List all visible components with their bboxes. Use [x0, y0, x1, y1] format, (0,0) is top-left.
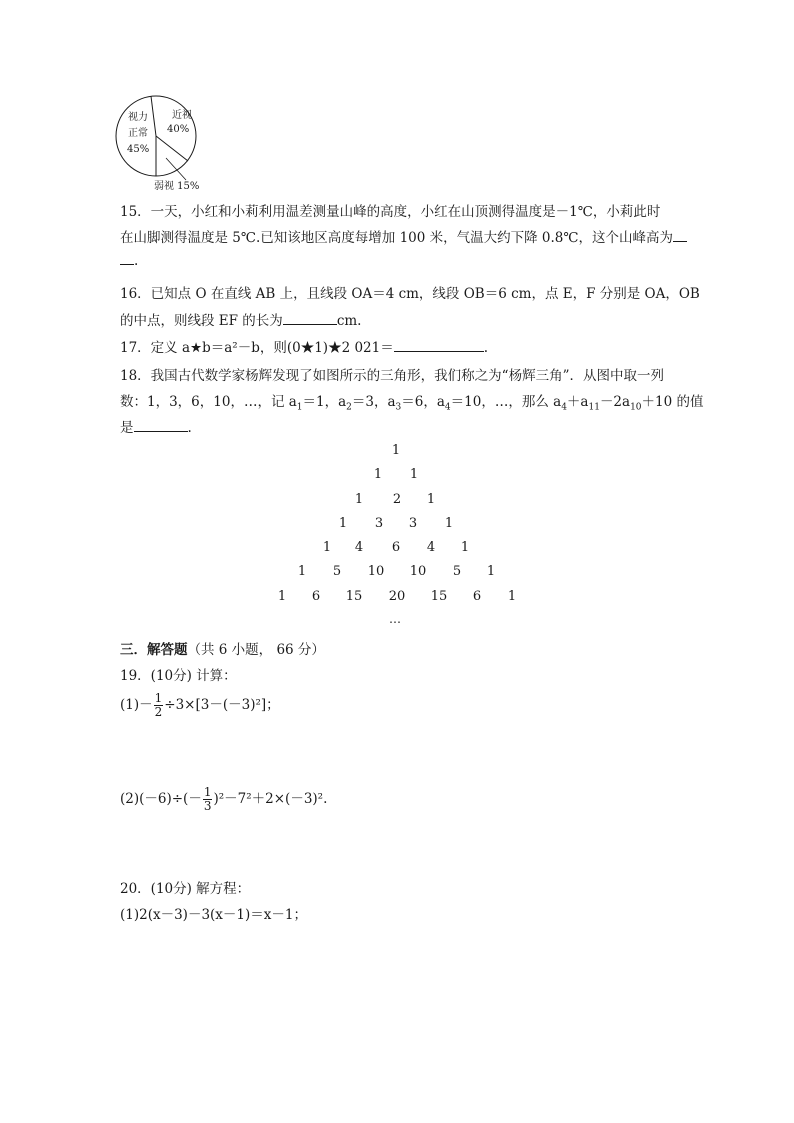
triangle-number: 1 [373, 467, 383, 482]
triangle-number: 5 [452, 564, 462, 579]
q18-sub-10: 10 [630, 402, 642, 413]
q18-seq-g: －2a [599, 394, 631, 410]
q18-line3 [120, 416, 192, 436]
q19-part2 [120, 786, 327, 813]
triangle-number: 1 [460, 540, 470, 555]
q19-p2-prefix: (2)(－6)÷(－ [120, 791, 202, 807]
triangle-number: 15 [430, 589, 448, 604]
pie-divider-top [151, 96, 156, 136]
q16-line2-after: cm. [336, 313, 362, 329]
triangle-number: 1 [277, 589, 287, 604]
q17-before: 17．定义 a★b＝a²－b，则(0★1)★2 021＝ [120, 340, 394, 356]
triangle-number: 1 [354, 492, 364, 507]
q15-line2-text: 在山脚测得温度是 5℃.已知该地区高度每增加 100 米，气温大约下降 0.8℃，这个山峰高为 [120, 230, 673, 246]
triangle-number: 20 [388, 589, 406, 604]
triangle-number: 6 [311, 589, 321, 604]
triangle-row [0, 443, 794, 459]
q18-seq-a: 数：1，3，6，10，…，记 a [120, 394, 297, 410]
triangle-row [0, 467, 794, 483]
q18-seq-d: ＝6，a [401, 394, 445, 410]
q19-p1-fraction [154, 692, 164, 719]
triangle-row [0, 589, 794, 605]
q19-part1 [120, 692, 280, 719]
q17-answer-blank[interactable] [394, 339, 484, 352]
q15-line3 [120, 252, 138, 269]
section3-note: （共 6 小题， 66 分） [187, 642, 325, 658]
q19-p2-frac-den: 3 [203, 799, 212, 813]
triangle-row [0, 516, 794, 532]
q19-p1-rest: ÷3×[3－(－3)²]； [164, 697, 280, 713]
triangle-number: 6 [391, 540, 401, 555]
q19-p2-fraction [203, 786, 213, 813]
triangle-number: 3 [374, 516, 384, 531]
q15-line2 [120, 226, 687, 246]
section3-header [120, 638, 325, 658]
slice-value-near: 40% [167, 124, 190, 135]
q19-header: 19．(10分) 计算： [120, 668, 237, 684]
triangle-number: 2 [392, 492, 402, 507]
triangle-number: 4 [354, 540, 364, 555]
slice-label-normal-2: 正常 [128, 128, 148, 139]
pie-divider-weak [156, 136, 188, 161]
triangle-row [0, 492, 794, 508]
triangle-number: 15 [345, 589, 363, 604]
q18-line1: 18．我国古代数学家杨辉发现了如图所示的三角形，我们称之为“杨辉三角”．从图中取一列 [120, 368, 664, 384]
q15-line3-period: . [134, 253, 139, 269]
q16-answer-blank[interactable] [283, 312, 337, 325]
q18-line2 [120, 390, 704, 413]
triangle-number: 1 [409, 467, 419, 482]
q20-header: 20．(10分) 解方程： [120, 881, 251, 897]
q17-after: . [483, 340, 489, 356]
q20-part1: (1)2(x－3)－3(x－1)＝x－1； [120, 907, 307, 923]
q18-seq-f: ＋a [566, 394, 589, 410]
q18-sub-2: 2 [346, 402, 352, 413]
triangle-row [0, 540, 794, 556]
triangle-number: 1 [507, 589, 517, 604]
triangle-row [0, 564, 794, 580]
triangle-number: 1 [391, 443, 401, 458]
triangle-number: 1 [297, 564, 307, 579]
q18-sub-4b: 4 [561, 402, 567, 413]
q15-line1: 15．一天，小红和小莉利用温差测量山峰的高度，小红在山顶测得温度是－1℃，小莉此时 [120, 204, 661, 220]
q19-p1-frac-den: 2 [154, 705, 163, 719]
q18-line3-before: 是 [120, 420, 134, 436]
triangle-number: 4 [426, 540, 436, 555]
q18-sub-11: 11 [588, 402, 600, 413]
q15-answer-blank-b[interactable] [120, 252, 134, 265]
q18-seq-h: ＋10 的值 [641, 394, 704, 410]
vision-pie-chart [114, 94, 204, 192]
q19-p2-frac-num: 1 [203, 785, 212, 799]
triangle-number: 5 [332, 564, 342, 579]
q18-seq-b: ＝1，a [302, 394, 347, 410]
q16-line2-before: 的中点，则线段 EF 的长为 [120, 313, 283, 329]
triangle-number: 1 [486, 564, 496, 579]
triangle-number: 10 [367, 564, 385, 579]
q18-sub-3: 3 [395, 402, 402, 413]
triangle-number: 1 [426, 492, 436, 507]
triangle-number: 1 [322, 540, 332, 555]
q18-seq-c: ＝3，a [351, 394, 396, 410]
q19-p1-frac-num: 1 [154, 691, 163, 705]
q19-p1-prefix: (1)－ [120, 697, 153, 713]
triangle-ellipsis: … [389, 612, 401, 626]
q19-p2-rest: )²－7²＋2×(－3)². [213, 791, 328, 807]
q17-line [120, 336, 488, 356]
q15-answer-blank-a[interactable] [673, 229, 687, 242]
triangle-number: 6 [472, 589, 482, 604]
slice-label-weak: 弱视 15% [154, 181, 200, 192]
q16-line2 [120, 309, 361, 329]
q18-seq-e: ＝10，…，那么 a [450, 394, 562, 410]
q18-answer-blank[interactable] [134, 419, 188, 432]
q18-line3-after: . [187, 420, 192, 436]
q18-sub-1: 1 [296, 402, 303, 413]
slice-value-normal: 45% [127, 144, 150, 155]
q16-line1: 16．已知点 O 在直线 AB 上，且线段 OA＝4 cm，线段 OB＝6 cm，点 E，F 分别是 OA，OB [120, 286, 700, 302]
triangle-number: 10 [409, 564, 427, 579]
triangle-number: 3 [408, 516, 418, 531]
weak-leader-line [166, 158, 186, 180]
q18-sub-4: 4 [444, 402, 451, 413]
slice-label-near: 近视 [172, 110, 192, 121]
section3-title: 三．解答题 [120, 642, 188, 658]
triangle-number: 1 [338, 516, 348, 531]
slice-label-normal-1: 视力 [128, 112, 148, 123]
triangle-number: 1 [444, 516, 454, 531]
